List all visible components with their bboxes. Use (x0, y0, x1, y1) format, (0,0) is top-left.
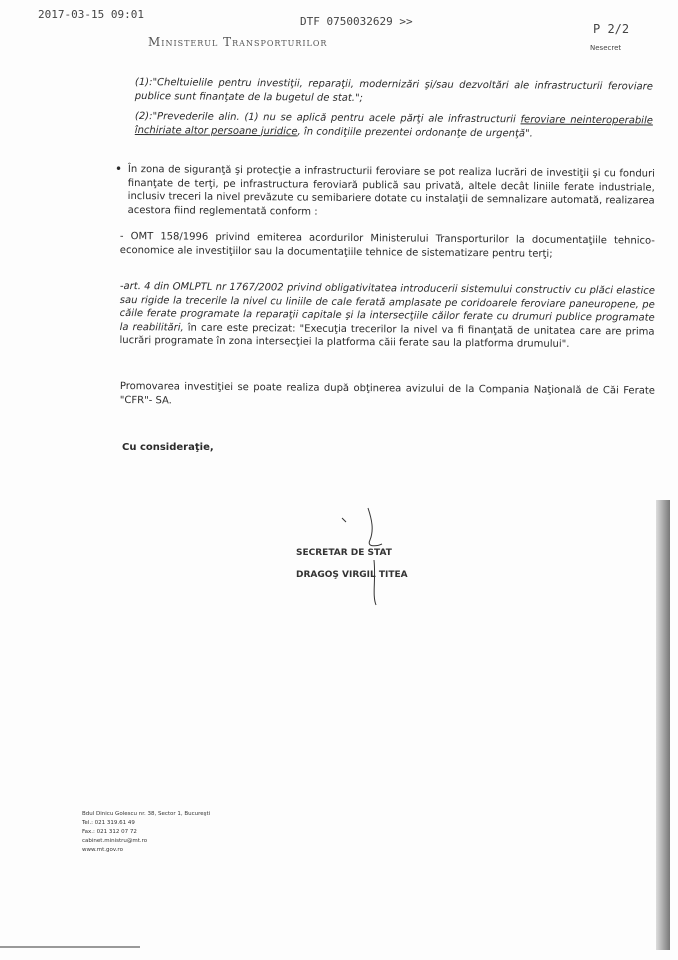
scan-edge-shadow (656, 500, 670, 950)
fax-datetime: 2017-03-15 09:01 (38, 8, 144, 21)
signature-title: SECRETAR DE STAT (296, 548, 392, 558)
fax-number: DTF 0750032629 >> (300, 15, 413, 28)
promo-paragraph: Promovarea investiţiei se poate realiza după obţinerea avizului de la Compania Naţională de Căi Ferate "CFR"- SA. (119, 380, 655, 406)
bullet-paragraph: În zona de siguranţă şi protecţie a infrastructurii feroviare se pot realiza lucrări de investiţii şi cu fonduri finanţate de terţi, pe infrastructura feroviară publică sau privată, altele decât liniile ferate industriale, inclusiv treceri la nivel prevăzute cu semibariere dotate cu instalaţii de semnalizare automată, realizarea acestora fiind reglementată conform : (127, 163, 655, 218)
quote-paragraph-1: (1):"Cheltuielile pentru investiţii, reparaţii, modernizări şi/sau dezvoltări ale infrastructurii feroviare publice sunt finanţate de la bugetul de stat."; (134, 76, 653, 104)
footer-phone: Tel.: 021 319.61 49 (82, 820, 135, 826)
footer-address: Bdul Dinicu Golescu nr. 38, Sector 1, Bucureşti (82, 811, 211, 817)
quote-2-end: , în condiţiile prezentei ordonanţe de urgenţă". (297, 125, 533, 139)
art-paragraph (119, 280, 655, 352)
footer-contact (82, 810, 210, 855)
ministry-header: Ministerul Transporturilor (148, 35, 328, 49)
quote-2-underlined: feroviare neinteroperabile închiriate altor persoane juridice (134, 114, 653, 137)
art-italic: -art. 4 din OMLPTL nr 1767/2002 privind obligativitatea introducerii sistemului constructiv cu plăci elastice sau rigide la trecerile la nivel cu liniile de cale ferată amplasate pe coridoarele feroviare paneuropene, pe căile ferate programate la reparaţii capitale şi la intersecţiile căilor ferate cu drumuri publice programate la reabilitări, (119, 280, 655, 334)
art-rest: în care este precizat: "Execuţia trecerilor la nivel va fi finanţată de unitatea care are prima lucrări programate în zona intersecţiei la platforma căii ferate sau la platforma drumului". (119, 322, 655, 350)
footer-website: www.mt.gov.ro (82, 847, 123, 853)
footer-email: cabinet.ministru@mt.ro (82, 838, 148, 844)
quote-paragraph-2 (135, 110, 653, 142)
footer-fax: Fax.: 021 312 07 72 (82, 829, 137, 835)
classification: Nesecret (590, 44, 622, 52)
closing: Cu consideraţie, (122, 442, 214, 453)
signature-name: DRAGOŞ VIRGIL TITEA (296, 570, 408, 580)
quote-2-text: (2):"Prevederile alin. (1) nu se aplică pentru acele părţi ale infrastructurii (134, 110, 521, 126)
omt-paragraph: - OMT 158/1996 privind emiterea acordurilor Ministerului Transporturilor la documentaţiile tehnico-economice ale investiţiilor sau la documentaţiile tehnice de sistematizare pentru terţi; (119, 230, 655, 260)
scan-bottom-line (0, 946, 140, 948)
page-number: P 2/2 (593, 22, 630, 36)
bullet-icon: • (115, 162, 123, 176)
